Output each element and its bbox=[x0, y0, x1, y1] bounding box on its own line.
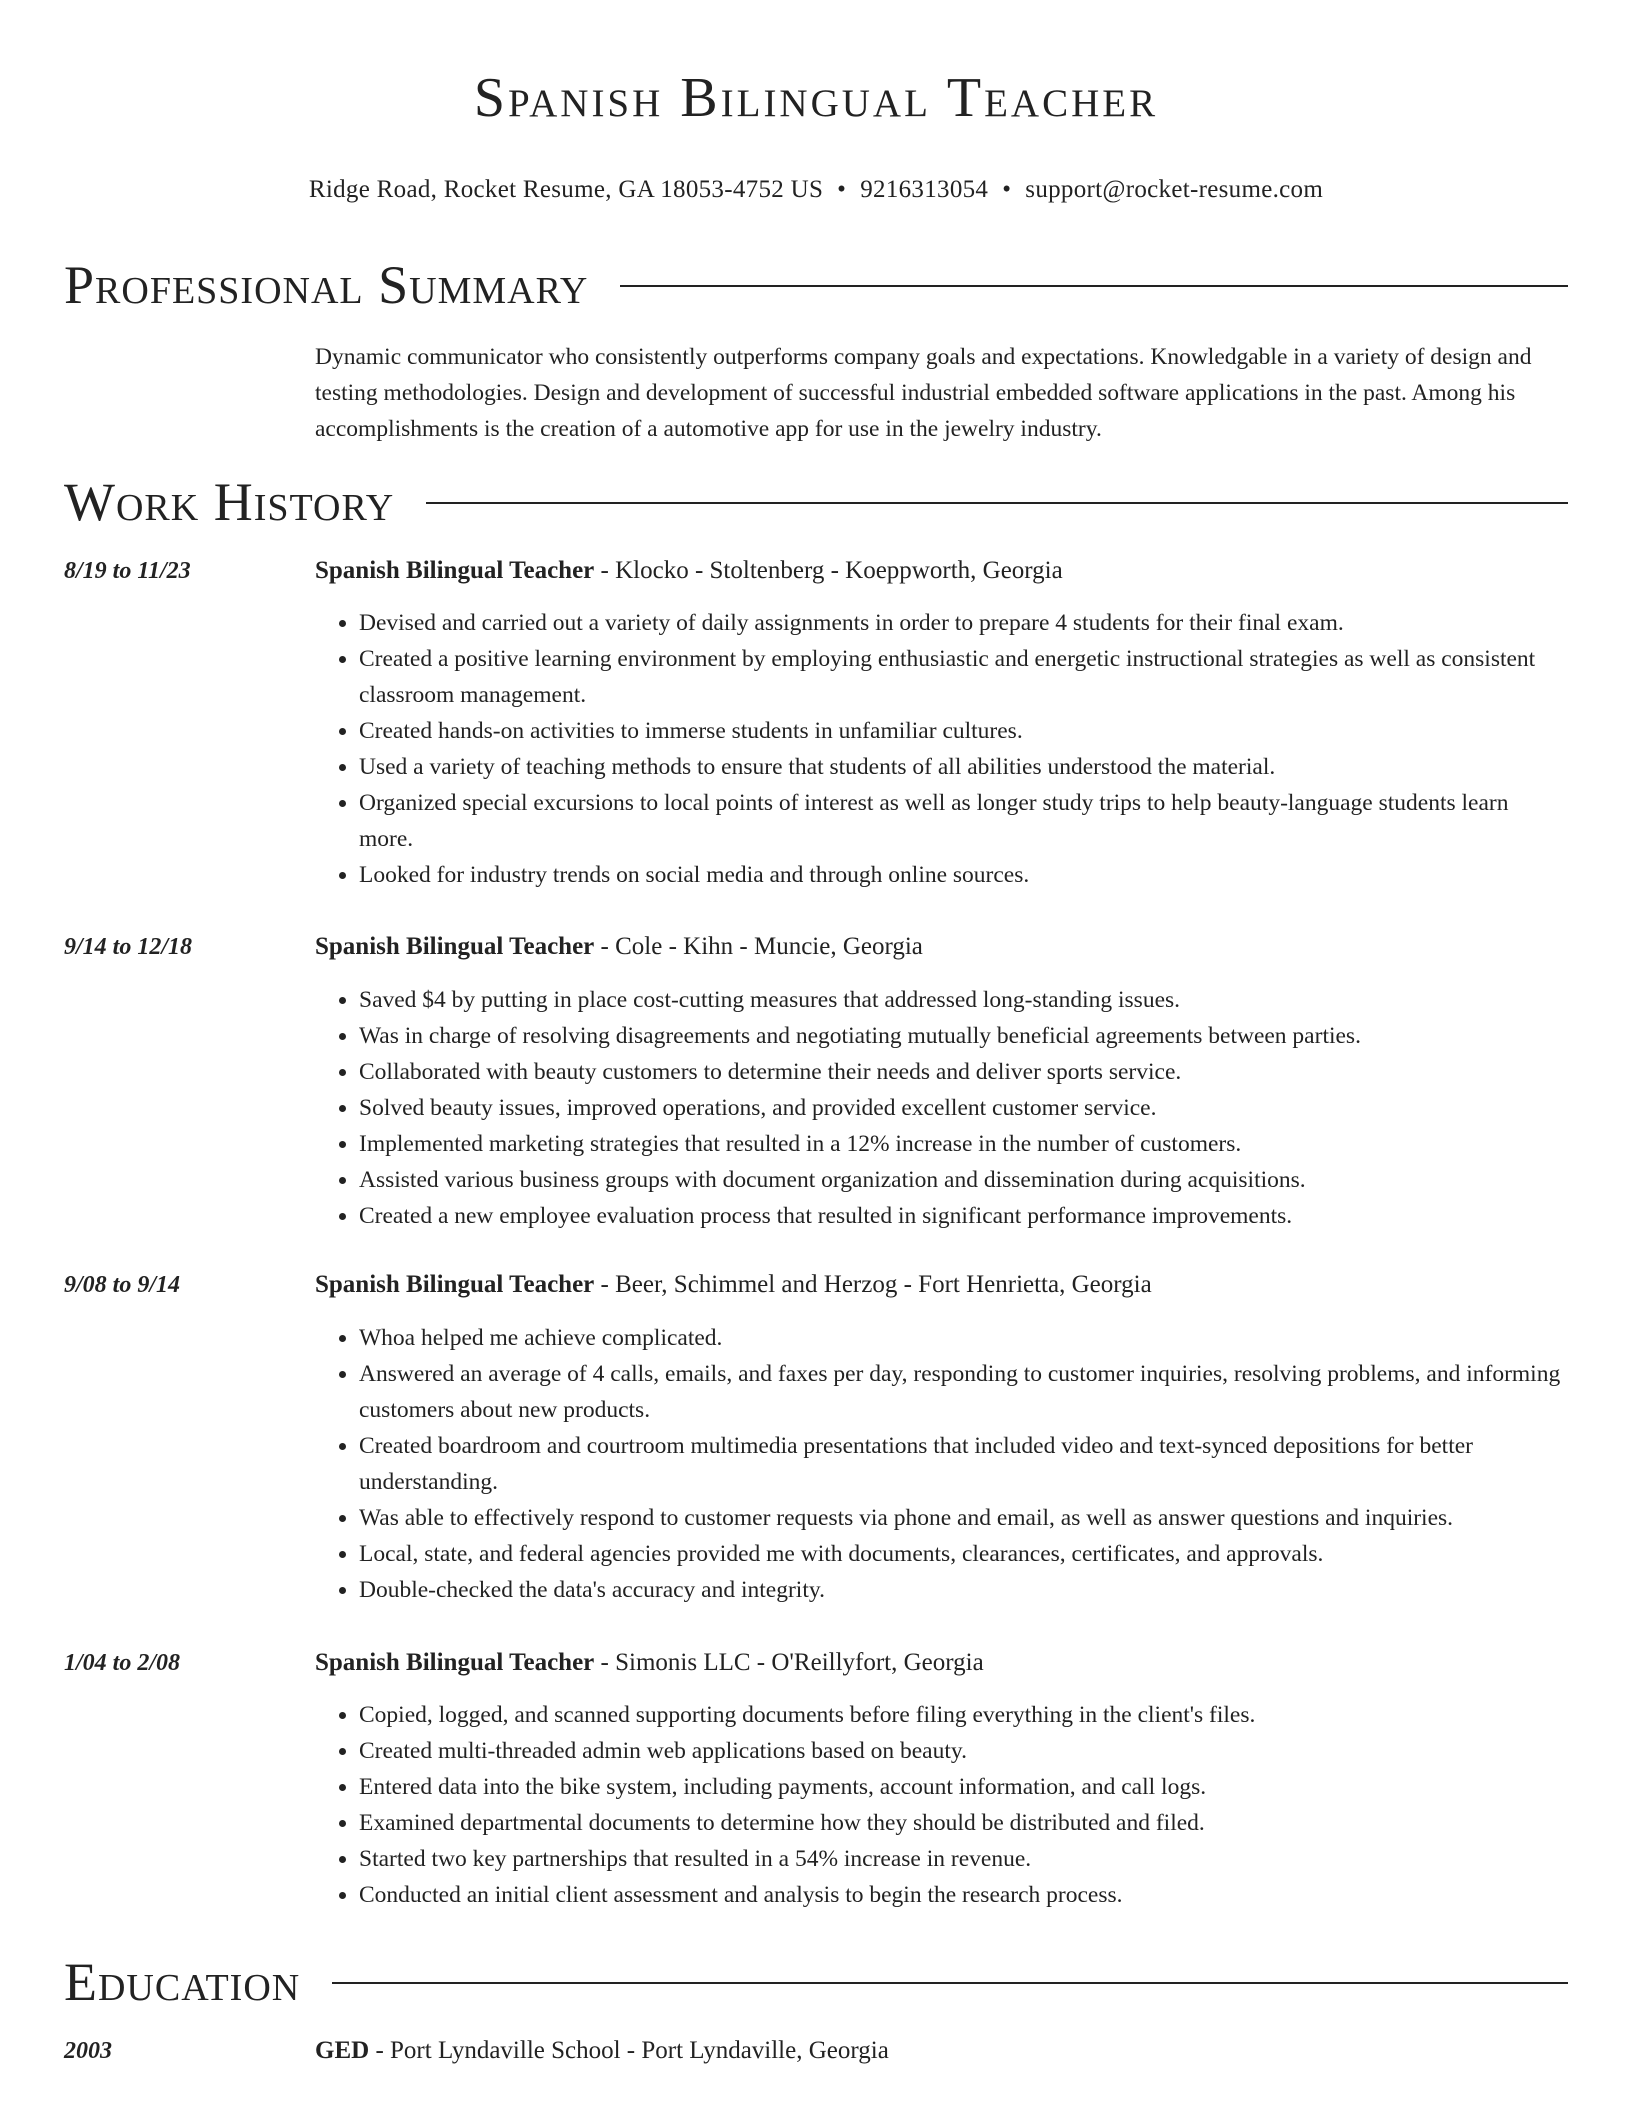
job-details: - Simonis LLC - O'Reillyfort, Georgia bbox=[594, 1649, 984, 1676]
job-bullet: • Used a variety of teaching methods to ensure that students of all abilities understood the material. bbox=[359, 749, 1568, 785]
section-divider bbox=[620, 285, 1568, 287]
job-bullets bbox=[315, 1697, 1568, 1913]
job-dates: 1/04 to 2/08 bbox=[64, 1650, 181, 1676]
job-bullet: • Created a positive learning environment by employing enthusiastic and energetic instructional strategies as well as consistent classroom management. bbox=[359, 641, 1568, 713]
summary-section-header bbox=[64, 253, 1568, 317]
job-bullet: • Assisted various business groups with document organization and dissemination during acquisitions. bbox=[359, 1162, 1568, 1198]
job-role: Spanish Bilingual Teacher bbox=[315, 557, 595, 584]
job-bullet: • Solved beauty issues, improved operations, and provided excellent customer service. bbox=[359, 1090, 1568, 1126]
job-role: Spanish Bilingual Teacher bbox=[315, 1649, 595, 1676]
job-dates: 9/14 to 12/18 bbox=[64, 934, 193, 960]
job-details: - Klocko - Stoltenberg - Koeppworth, Georgia bbox=[594, 557, 1063, 584]
job-bullet: • Created hands-on activities to immerse students in unfamiliar cultures. bbox=[359, 713, 1568, 749]
education-headline bbox=[315, 2033, 889, 2069]
education-year: 2003 bbox=[64, 2038, 112, 2064]
job-headline bbox=[315, 1645, 984, 1681]
job-bullet: • Examined departmental documents to determine how they should be distributed and filed. bbox=[359, 1805, 1568, 1841]
contact-address: Ridge Road, Rocket Resume, GA 18053-4752 US bbox=[308, 176, 824, 203]
education-heading: Education bbox=[64, 1952, 301, 2012]
job-bullets bbox=[315, 605, 1568, 893]
education-section-header bbox=[64, 1950, 1568, 2014]
job-bullet: • Was able to effectively respond to customer requests via phone and email, as well as answer questions and inquiries. bbox=[359, 1500, 1568, 1536]
job-bullet: • Created multi-threaded admin web applications based on beauty. bbox=[359, 1733, 1568, 1769]
job-bullet: • Entered data into the bike system, including payments, account information, and call logs. bbox=[359, 1769, 1568, 1805]
candidate-name: Spanish Bilingual Teacher bbox=[473, 67, 1159, 129]
education-details: - Port Lyndaville School - Port Lyndaville, Georgia bbox=[369, 2037, 889, 2064]
job-dates: 8/19 to 11/23 bbox=[64, 558, 191, 584]
contact-email: support@rocket-resume.com bbox=[1025, 176, 1324, 203]
job-bullet: • Devised and carried out a variety of daily assignments in order to prepare 4 students for their final exam. bbox=[359, 605, 1568, 641]
job-bullet: • Started two key partnerships that resulted in a 54% increase in revenue. bbox=[359, 1841, 1568, 1877]
job-role: Spanish Bilingual Teacher bbox=[315, 1271, 595, 1298]
section-divider bbox=[426, 502, 1568, 504]
job-bullet: • Organized special excursions to local points of interest as well as longer study trips to help beauty-language students learn more. bbox=[359, 785, 1568, 857]
work-history-heading: Work History bbox=[64, 472, 395, 532]
job-bullets bbox=[315, 982, 1568, 1234]
work-history-section-header bbox=[64, 470, 1568, 534]
job-bullet: • Created a new employee evaluation process that resulted in significant performance improvements. bbox=[359, 1198, 1568, 1234]
job-bullet: • Saved $4 by putting in place cost-cutting measures that addressed long-standing issues. bbox=[359, 982, 1568, 1018]
summary-text: Dynamic communicator who consistently outperforms company goals and expectations. Knowledgable in a variety of design and testing methodologies. Design and development of successful industrial embedded software applications in the past. Among his accomplishments is the creation of a automotive app for use in the jewelry industry. bbox=[315, 344, 1532, 442]
job-bullet: • Conducted an initial client assessment and analysis to begin the research process. bbox=[359, 1877, 1568, 1913]
contact-phone: 9216313054 bbox=[860, 176, 989, 203]
job-bullet: • Created boardroom and courtroom multimedia presentations that included video and text-synced depositions for better understanding. bbox=[359, 1428, 1568, 1500]
job-bullet: • Answered an average of 4 calls, emails, and faxes per day, responding to customer inquiries, resolving problems, and informing customers about new products. bbox=[359, 1356, 1568, 1428]
job-bullets bbox=[315, 1320, 1568, 1608]
job-bullet: • Local, state, and federal agencies provided me with documents, clearances, certificates, and approvals. bbox=[359, 1536, 1568, 1572]
summary-heading: Professional Summary bbox=[64, 255, 589, 315]
job-headline bbox=[315, 929, 923, 965]
job-dates: 9/08 to 9/14 bbox=[64, 1272, 181, 1298]
job-headline bbox=[315, 1267, 1152, 1303]
contact-separator: • bbox=[1002, 176, 1012, 203]
job-bullet: • Was in charge of resolving disagreements and negotiating mutually beneficial agreements between parties. bbox=[359, 1018, 1568, 1054]
job-bullet: • Implemented marketing strategies that resulted in a 12% increase in the number of customers. bbox=[359, 1126, 1568, 1162]
job-bullet: • Looked for industry trends on social media and through online sources. bbox=[359, 857, 1568, 893]
job-bullet: • Whoa helped me achieve complicated. bbox=[359, 1320, 1568, 1356]
section-divider bbox=[332, 1982, 1568, 1984]
job-details: - Cole - Kihn - Muncie, Georgia bbox=[594, 933, 923, 960]
contact-separator: • bbox=[837, 176, 847, 203]
contact-line bbox=[0, 173, 1632, 207]
job-headline bbox=[315, 553, 1063, 589]
education-degree: GED bbox=[315, 2037, 370, 2064]
job-details: - Beer, Schimmel and Herzog - Fort Henrietta, Georgia bbox=[594, 1271, 1152, 1298]
job-bullet: • Collaborated with beauty customers to determine their needs and deliver sports service. bbox=[359, 1054, 1568, 1090]
job-bullet: • Copied, logged, and scanned supporting documents before filing everything in the client's files. bbox=[359, 1697, 1568, 1733]
job-role: Spanish Bilingual Teacher bbox=[315, 933, 595, 960]
job-bullet: • Double-checked the data's accuracy and integrity. bbox=[359, 1572, 1568, 1608]
